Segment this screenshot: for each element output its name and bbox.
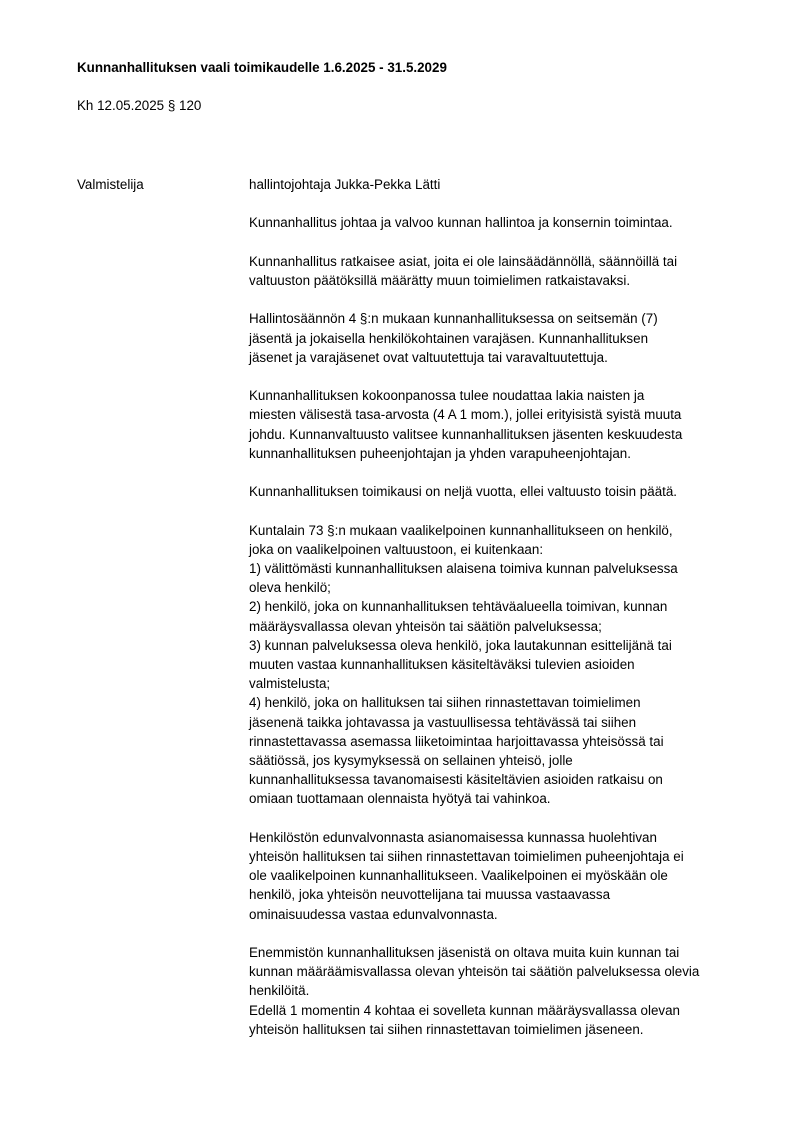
body-paragraph: [249, 309, 749, 367]
body-paragraph: [249, 828, 749, 924]
paragraph-line: Kunnanhallituksen kokoonpanossa tulee noudattaa lakia naisten ja: [249, 388, 645, 404]
body-paragraph: [249, 943, 749, 1001]
paragraph-line: säätiössä, jos kysymyksessä on sellainen yhteisö, jolle: [249, 753, 573, 768]
paragraph-line: Edellä 1 momentin 4 kohtaa ei sovelleta kunnan määräysvallassa olevan: [249, 1002, 680, 1018]
paragraph-line: yhteisön hallituksen tai siihen rinnastettavan toimielimen puheenjohtaja ei: [249, 849, 684, 864]
paragraph-line: valtuuston päätöksillä määrätty muun toimielimen ratkaistavaksi.: [249, 272, 631, 288]
paragraph-line: Kunnanhallituksen toimikausi on neljä vuotta, ellei valtuusto toisin päätä.: [249, 484, 678, 500]
preparer-label: Valmistelija: [77, 177, 144, 192]
paragraph-line: muuten vastaa kunnanhallituksen käsiteltäväksi tulevien asioiden: [249, 656, 635, 672]
paragraph-line: ole vaalikelpoinen kunnanhallitukseen. Vaalikelpoinen ei myöskään ole: [249, 868, 668, 884]
body-paragraph: [249, 386, 749, 463]
preparer-name: [249, 175, 749, 194]
paragraph-line: Enemmistön kunnanhallituksen jäsenistä on oltava muita kuin kunnan tai: [249, 945, 680, 960]
paragraph-line: yhteisön hallituksen tai siihen rinnastettavan toimielimen jäseneen.: [249, 1021, 644, 1037]
paragraph-line: 4) henkilö, joka on hallituksen tai siihen rinnastettavan toimielimen: [249, 695, 641, 711]
body-paragraph: [249, 521, 749, 809]
paragraph-line: Kunnanhallitus ratkaisee asiat, joita ei ole lainsäädännöllä, säännöillä tai: [249, 253, 678, 269]
paragraph-line: valmistelusta;: [249, 676, 331, 692]
document-title: Kunnanhallituksen vaali toimikaudelle 1.6.2025 - 31.5.2029: [77, 60, 447, 75]
paragraph-line: jäsenenä taikka johtavassa ja vastuullisessa tehtävässä tai siihen: [249, 714, 637, 730]
paragraph-line: kunnan määräämisvallassa olevan yhteisön tai säätiön palveluksessa olevia: [249, 964, 700, 980]
paragraph-line: henkilö, joka yhteisön neuvottelijana tai muussa vastaavassa: [249, 887, 611, 903]
paragraph-line: määräysvallassa olevan yhteisön tai säätiön palveluksessa;: [249, 618, 602, 634]
paragraph-line: henkilöitä.: [249, 983, 310, 999]
paragraph-line: johdu. Kunnanvaltuusto valitsee kunnanhallituksen jäsenten keskuudesta: [249, 426, 683, 442]
paragraph-line: Hallintosäännön 4 §:n mukaan kunnanhallituksessa on seitsemän (7): [249, 311, 658, 327]
paragraph-line: jäsenet ja varajäsenet ovat valtuutettuja tai varavaltuutettuja.: [249, 349, 608, 365]
paragraph-line: rinnastettavassa asemassa liiketoimintaa harjoittavassa yhteisössä tai: [249, 733, 664, 749]
meeting-reference: Kh 12.05.2025 § 120: [77, 98, 202, 113]
paragraph-line: omiaan tuottamaan olennaista hyötyä tai vahinkoa.: [249, 791, 551, 807]
document-body: [249, 175, 749, 1058]
paragraph-line: miesten välisestä tasa-arvosta (4 A 1 mom.), jollei erityisistä syistä muuta: [249, 407, 682, 423]
body-paragraph: [249, 252, 749, 290]
paragraph-line: ominaisuudessa vastaa edunvalvonnasta.: [249, 906, 498, 922]
body-paragraph: [249, 482, 749, 501]
paragraph-line: Kunnanhallitus johtaa ja valvoo kunnan hallintoa ja konsernin toimintaa.: [249, 215, 673, 231]
body-paragraph: [249, 213, 749, 232]
paragraph-line: 1) välittömästi kunnanhallituksen alaisena toimiva kunnan palveluksessa: [249, 560, 678, 576]
paragraph-line: Kuntalain 73 §:n mukaan vaalikelpoinen kunnanhallitukseen on henkilö,: [249, 522, 673, 538]
paragraph-line: 2) henkilö, joka on kunnanhallituksen tehtäväalueella toimivan, kunnan: [249, 599, 668, 615]
paragraph-line: joka on vaalikelpoinen valtuustoon, ei kuitenkaan:: [249, 541, 544, 557]
paragraph-line: jäsentä ja jokaisella henkilökohtainen varajäsen. Kunnanhallituksen: [249, 330, 649, 346]
body-paragraph: [249, 1001, 749, 1039]
preparer-text: hallintojohtaja Jukka-Pekka Lätti: [249, 177, 441, 192]
paragraph-line: kunnanhallituksessa tavanomaisesti käsiteltävien asioiden ratkaisu on: [249, 772, 663, 788]
paragraph-line: oleva henkilö;: [249, 580, 331, 596]
paragraph-line: 3) kunnan palveluksessa oleva henkilö, joka lautakunnan esittelijänä tai: [249, 637, 672, 653]
paragraph-list: [249, 213, 749, 1039]
paragraph-line: kunnanhallituksen puheenjohtajan ja yhden varapuheenjohtajan.: [249, 445, 631, 461]
paragraph-line: Henkilöstön edunvalvonnasta asianomaisessa kunnassa huolehtivan: [249, 829, 657, 845]
